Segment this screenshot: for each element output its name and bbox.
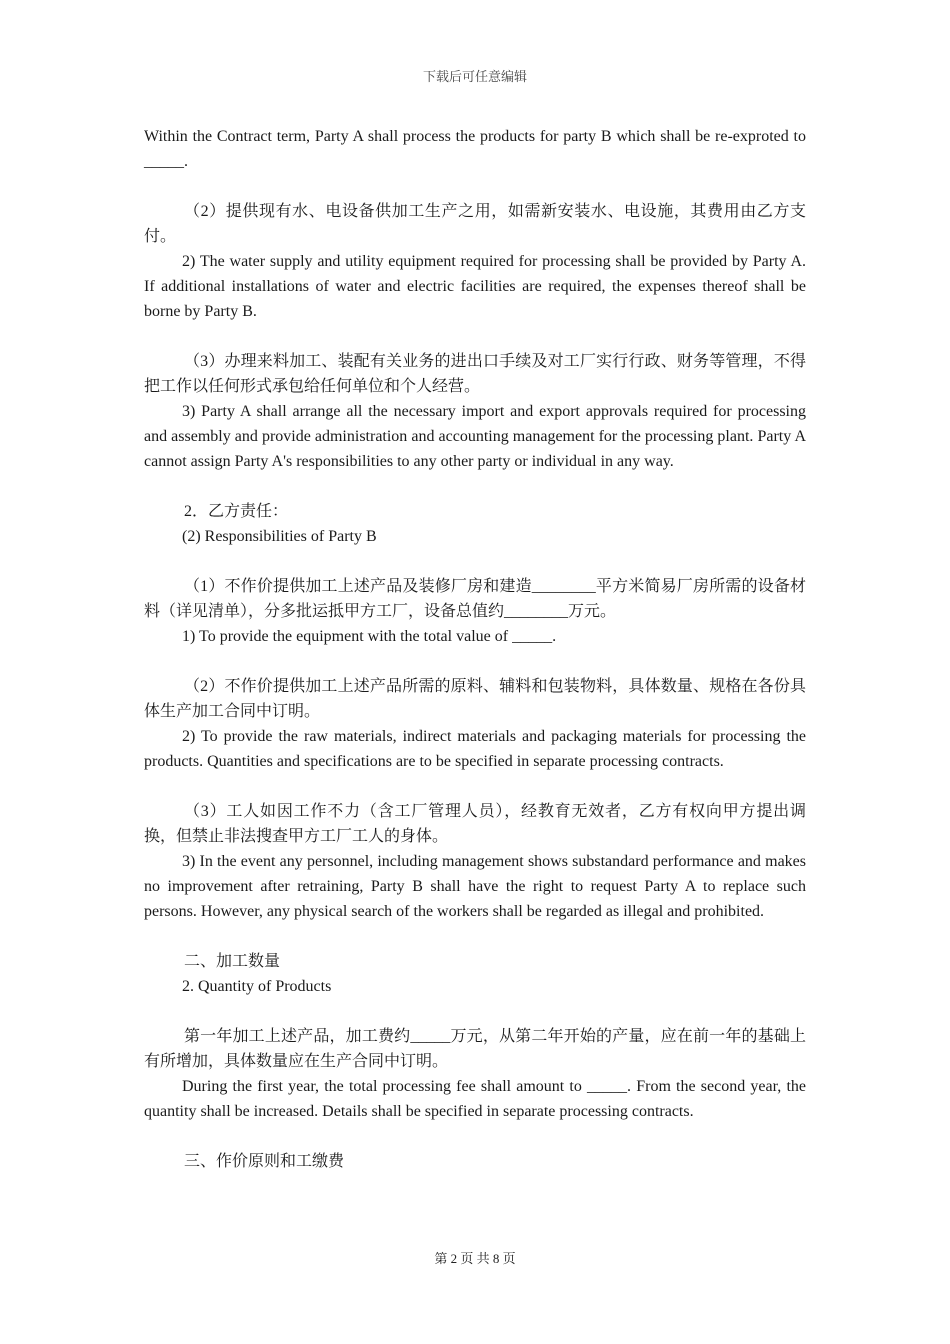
paragraph-spacer bbox=[144, 549, 806, 574]
paragraph-chinese: 2．乙方责任： bbox=[184, 503, 289, 520]
paragraph-spacer bbox=[144, 649, 806, 674]
paragraph-chinese: （2）不作价提供加工上述产品所需的原料、辅料和包装物料，具体数量、规格在各份具体生产加工合同中订明。 bbox=[144, 678, 806, 720]
paragraph-chinese: 第一年加工上述产品，加工费约_____万元，从第二年开始的产量，应在前一年的基础上有所增加，具体数量应在生产合同中订明。 bbox=[144, 1028, 806, 1070]
paragraph-english: 2) To provide the raw materials, indirect materials and packaging materials for processing the products. Quantities and specifications are to be specified in separate processing contracts. bbox=[144, 728, 806, 770]
paragraph-english: 3) Party A shall arrange all the necessary import and export approvals required for processing and assembly and provide administration and accounting management for the processing plant. Party A cannot assign Party A's responsibilities to any other party or individual in any way. bbox=[144, 403, 806, 470]
page-footer: 第 2 页 共 8 页 bbox=[434, 1251, 516, 1266]
paragraph-english: 2. Quantity of Products bbox=[182, 978, 332, 995]
paragraph-english: 1) To provide the equipment with the total value of _____. bbox=[182, 628, 557, 645]
paragraph-spacer bbox=[144, 1124, 806, 1149]
page-header: 下载后可任意编辑 bbox=[422, 69, 527, 84]
paragraph-chinese: （1）不作价提供加工上述产品及装修厂房和建造________平方米简易厂房所需的设备材料（详见清单），分多批运抵甲方工厂，设备总值约________万元。 bbox=[144, 578, 806, 620]
paragraph-chinese: 二、加工数量 bbox=[184, 953, 281, 970]
paragraph-spacer bbox=[144, 774, 806, 799]
paragraph-english: Within the Contract term, Party A shall process the products for party B which shall be re-exproted to _____. bbox=[144, 128, 806, 170]
paragraph-chinese: （3）工人如因工作不力（含工厂管理人员），经教育无效者，乙方有权向甲方提出调换，但禁止非法搜查甲方工厂工人的身体。 bbox=[144, 803, 806, 845]
paragraph-english: During the first year, the total processing fee shall amount to _____. From the second year, the quantity shall be increased. Details shall be specified in separate processing contracts. bbox=[144, 1078, 806, 1120]
paragraph-spacer bbox=[144, 174, 806, 199]
paragraph-spacer bbox=[144, 324, 806, 349]
paragraph-spacer bbox=[144, 924, 806, 949]
document-body bbox=[144, 124, 806, 1174]
paragraph-chinese: （2）提供现有水、电设备供加工生产之用，如需新安装水、电设施，其费用由乙方支付。 bbox=[144, 203, 806, 245]
paragraph-chinese: （3）办理来料加工、装配有关业务的进出口手续及对工厂实行行政、财务等管理，不得把工作以任何形式承包给任何单位和个人经营。 bbox=[144, 353, 806, 395]
paragraph-spacer bbox=[144, 474, 806, 499]
paragraph-english: 3) In the event any personnel, including management shows substandard performance and makes no improvement after retraining, Party B shall have the right to request Party A to replace such persons. However, any physical search of the workers shall be regarded as illegal and prohibited. bbox=[144, 853, 806, 920]
paragraph-english: 2) The water supply and utility equipment required for processing shall be provided by Party A. If additional installations of water and electric facilities are required, the expenses thereof shall be borne by Party B. bbox=[144, 253, 806, 320]
paragraph-english: (2) Responsibilities of Party B bbox=[182, 528, 377, 545]
paragraph-chinese: 三、作价原则和工缴费 bbox=[184, 1153, 345, 1170]
paragraph-spacer bbox=[144, 999, 806, 1024]
